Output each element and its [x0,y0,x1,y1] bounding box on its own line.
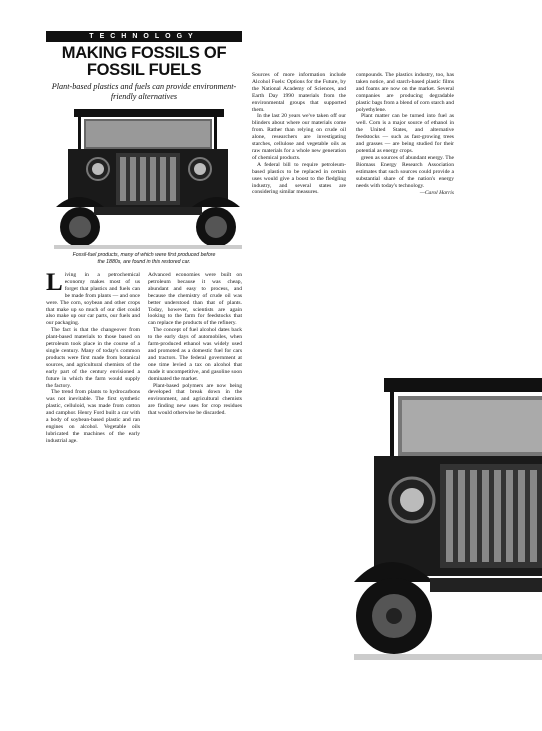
col3-paragraph-1: Sources of more information include Alcohol Fuels: Options for the Future, by the National Academy of Sciences, and Earth Day 1990 materials from the environmental groups that supported them. [252,72,346,113]
col3-paragraph-2: In the last 20 years we've taken off our blinders about where our materials come from. Rather than relying on crude oil alone, researchers are investigating starches, cellulose and vegetable oils as raw materials for a whole new generation of chemical products. [252,113,346,161]
title-line-2: FOSSIL FUELS [86,61,202,79]
vintage-car-photo [54,107,242,249]
section-label: TECHNOLOGY [89,33,199,40]
col2-paragraph-1: Advanced economies were built on petroleum because it was cheap, abundant and easy to process, and because the chemistry of crude oil was better understood than that of plants. Today, however, scientists are again looking to the farm for feedstocks that can replace the products of the refinery. [148,272,242,327]
photo-caption [46,252,242,265]
author-signature: —Carol Harris [419,190,454,197]
text-column-3 [252,72,346,712]
col4-paragraph-1: compounds. The plastics industry, too, has taken notice, and starch-based plastic films and foams are now on the market. Several companies are producing degradable plastic bags from a blend of corn starch and polyethylene. [356,72,454,113]
text-column-2 [148,272,242,712]
col1-lead-paragraph: iving in a petrochemical economy makes most of us forget that plastics and fuels can be made from plants — and once were. The corn, soybean and other crops that make up so much of our diet could also make up our car parts, our fuels and our packaging. [46,272,140,327]
title-line-1: MAKING FOSSILS OF [61,44,227,62]
caption-line-2: the 1880s, are found in this restored car. [97,258,191,265]
text-column-1 [46,272,140,692]
col1-paragraph-2: The fact is that the changeover from plant-based materials to those based on petroleum took place in the course of a single century. Many of today's common products were first made from botanical sources, and agricultural chemists of the early part of the century envisioned a future in which the farm would supply the factory. [46,327,140,389]
col2-paragraph-3: Plant-based polymers are now being developed that break down in the environment, and agricultural chemists are finding new uses for crop residues that would otherwise be discarded. [148,382,242,417]
col4-paragraph-2: Plant matter can be turned into fuel as well. Corn is a major source of ethanol in the United States, and alternative feedstocks — such as fast-growing trees and grasses — are being studied for their potential as energy crops. [356,113,454,154]
article-title [46,45,242,79]
col1-paragraph-3: The trend from plants to hydrocarbons was not inevitable. The first synthetic plastic, celluloid, was made from cotton and camphor. Henry Ford built a car with a body of soybean-based plastic and ran engines on alcohol. Vegetable oils lubricated the machines of the early industrial age. [46,389,140,444]
section-band [46,31,242,42]
vintage-car-photo-detail [354,372,542,660]
col4-paragraph-3: green as sources of abundant energy. The Biomass Energy Research Association estimates that such sources could provide a substantial share of the nation's energy needs with today's technology. [356,154,454,189]
col2-paragraph-2: The concept of fuel alcohol dates back to the early days of automobiles, when farm-produced ethanol was widely used and promoted as a domestic fuel for cars and tractors. The federal government at one time levied a tax on alcohol that made it uncompetitive, and gasoline soon dominated the market. [148,327,242,382]
drop-cap: L [46,272,63,296]
text-column-4 [356,72,454,368]
col3-paragraph-3: A federal bill to require petroleum-based plastics to be replaced in certain uses would give a boost to the fledgling industry, and several states are considering similar measures. [252,161,346,196]
article-subtitle: Plant-based plastics and fuels can provide environment-friendly alternatives [51,82,237,101]
caption-line-1: Fossil-fuel products, many of which were first produced before [72,252,216,258]
